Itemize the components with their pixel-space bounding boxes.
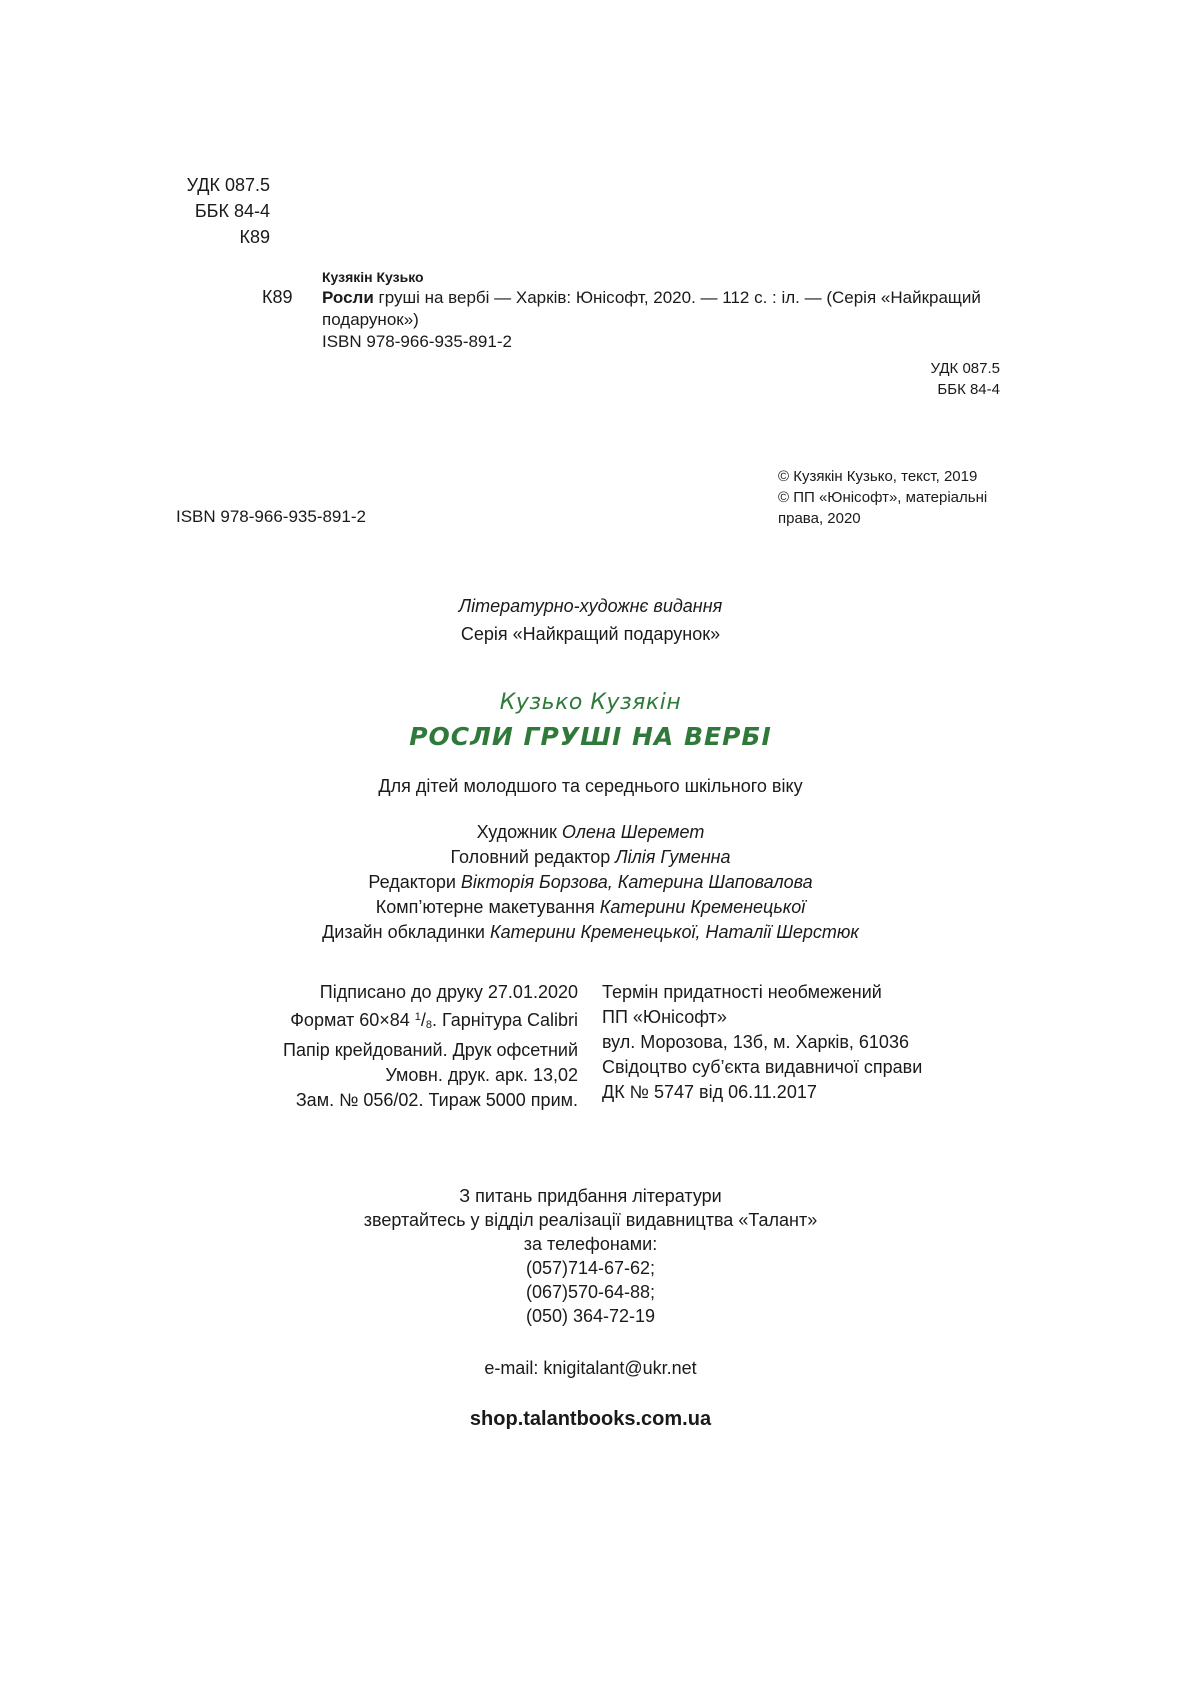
credits-block bbox=[0, 820, 1181, 945]
publisher-details bbox=[602, 980, 1022, 1105]
author-mark-side: К89 bbox=[262, 287, 293, 307]
signed-date: Підписано до друку 27.01.2020 bbox=[319, 982, 578, 1002]
isbn-left: ISBN 978-966-935-891-2 bbox=[176, 507, 366, 526]
contact-line-3: за телефонами: bbox=[523, 1234, 658, 1254]
bbk-code-right: ББК 84-4 bbox=[937, 381, 1000, 398]
copyright-text: © Кузякін Кузько, текст, 2019 bbox=[778, 468, 978, 485]
contact-block bbox=[0, 1184, 1181, 1328]
email-line: e-mail: knigitalant@ukr.net bbox=[484, 1358, 697, 1378]
book-author: Кузько Кузякін bbox=[499, 690, 682, 715]
credit-cover-design: Дизайн обкладинки Катерини Кременецької, Наталії Шерстюк bbox=[322, 922, 859, 942]
biblio-isbn: ISBN 978-966-935-891-2 bbox=[322, 332, 512, 351]
credit-layout: Комп’ютерне макетування Катерини Кременецької bbox=[375, 897, 806, 917]
format-line: Формат 60×84 $^1/_8$. Гарнітура Calibri bbox=[290, 1010, 578, 1031]
phone-3: (050) 364-72-19 bbox=[525, 1306, 656, 1326]
shop-link[interactable]: shop.talantbooks.com.ua bbox=[469, 1408, 712, 1430]
udk-code-right: УДК 087.5 bbox=[930, 360, 1000, 377]
publisher-certificate: Свідоцтво суб’єкта видавничої справи bbox=[602, 1057, 923, 1077]
publisher-address: вул. Морозова, 13б, м. Харків, 61036 bbox=[602, 1032, 909, 1052]
credit-illustrator: Художник Олена Шеремет bbox=[476, 822, 705, 842]
book-title: РОСЛИ ГРУШІ НА ВЕРБІ bbox=[409, 722, 772, 751]
biblio-author: Кузякін Кузько bbox=[322, 269, 424, 285]
bbk-code: ББК 84-4 bbox=[194, 201, 270, 221]
order-line: Зам. № 056/02. Тираж 5000 прим. bbox=[295, 1090, 578, 1110]
udk-code: УДК 087.5 bbox=[186, 175, 270, 195]
paper-line: Папір крейдований. Друк офсетний bbox=[283, 1040, 578, 1060]
author-mark: К89 bbox=[239, 227, 270, 247]
audience-label: Для дітей молодшого та середнього шкільного віку bbox=[378, 776, 803, 796]
publisher-name: ПП «Юнісофт» bbox=[602, 1007, 727, 1027]
genre-block bbox=[0, 592, 1181, 648]
credit-editors: Редактори Вікторія Борзова, Катерина Шаповалова bbox=[368, 872, 813, 892]
genre-label: Літературно-художнє видання bbox=[458, 596, 723, 616]
phone-2: (067)570-64-88; bbox=[525, 1282, 656, 1302]
bibliographic-record bbox=[322, 267, 1012, 353]
classification-codes-right bbox=[880, 358, 1000, 400]
copyright-rights: © ПП «Юнісофт», матеріальні права, 2020 bbox=[778, 489, 988, 527]
contact-line-2: звертайтесь у відділ реалізації видавництва «Талант» bbox=[363, 1210, 818, 1230]
copyright-notice bbox=[778, 466, 1018, 529]
sheets-line: Умовн. друк. арк. 13,02 bbox=[385, 1065, 578, 1085]
biblio-title-rest: груші на вербі — Харків: Юнісофт, 2020. — 112 с. : іл. — (Серія «Найкращий подарунок») bbox=[322, 288, 981, 329]
print-details bbox=[200, 980, 578, 1113]
certificate-number: ДК № 5747 від 06.11.2017 bbox=[602, 1082, 817, 1102]
series-label: Серія «Найкращий подарунок» bbox=[460, 624, 721, 644]
shelf-life: Термін придатності необмежений bbox=[602, 982, 882, 1002]
credit-chief-editor: Головний редактор Лілія Гуменна bbox=[450, 847, 731, 867]
contact-line-1: З питань придбання літератури bbox=[459, 1186, 722, 1206]
classification-codes-left bbox=[150, 172, 270, 250]
biblio-title-bold: Росли bbox=[322, 288, 374, 307]
phone-1: (057)714-67-62; bbox=[525, 1258, 656, 1278]
